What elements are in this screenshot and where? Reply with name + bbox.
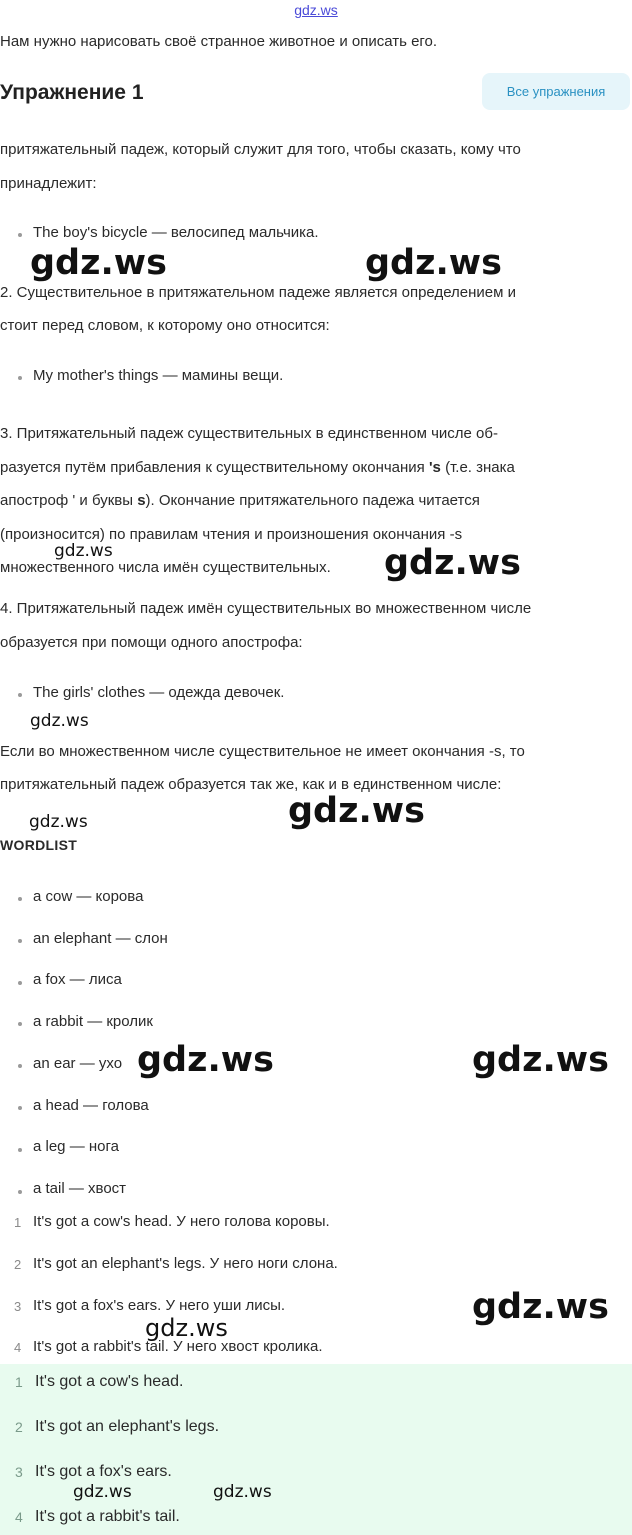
grammar-text-line: принадлежит: <box>0 175 97 192</box>
watermark: gdz.ws <box>472 1287 609 1327</box>
watermark: gdz.ws <box>73 1482 132 1502</box>
wordlist-item: a head — голова <box>33 1097 149 1114</box>
answer-number: 4 <box>15 1509 23 1525</box>
grammar-text-line: 2. Существительное в притяжательном падеже является определением и <box>0 284 516 301</box>
grammar-text-line: множественного числа имён существительных. <box>0 559 331 576</box>
answer-item: It's got a rabbit's tail. <box>35 1508 180 1525</box>
text-part: ). Окончание притяжательного падежа читается <box>145 492 480 509</box>
wordlist-item: a rabbit — кролик <box>33 1013 153 1030</box>
clipped-text-line <box>0 118 632 124</box>
answer-item: It's got a fox's ears. <box>35 1463 172 1480</box>
answer-number: 1 <box>15 1374 23 1390</box>
answer-item: It's got an elephant's legs. <box>35 1418 220 1435</box>
sentence-item: It's got a cow's head. У него голова коровы. <box>33 1213 330 1230</box>
watermark: gdz.ws <box>472 1040 609 1080</box>
bullet-dot <box>18 1022 22 1026</box>
exercise-title: Упражнение 1 <box>0 81 144 104</box>
sentence-number: 2 <box>14 1257 22 1272</box>
watermark: gdz.ws <box>365 243 502 283</box>
bullet-dot <box>18 1064 22 1068</box>
bullet-dot <box>18 981 22 985</box>
grammar-text-line <box>0 459 515 476</box>
wordlist-item: an elephant — слон <box>33 930 168 947</box>
bullet-dot <box>18 1190 22 1194</box>
example-item: The boy's bicycle — велосипед мальчика. <box>33 224 319 241</box>
answer-number: 2 <box>15 1419 23 1435</box>
example-item: The girls' clothes — одежда девочек. <box>33 684 285 701</box>
sentence-item: It's got a rabbit's tail. У него хвост кролика. <box>33 1338 323 1355</box>
all-exercises-button[interactable]: Все упражнения <box>482 73 630 110</box>
text-part: (т.е. знака <box>440 459 515 476</box>
sentence-number: 3 <box>14 1299 22 1314</box>
bullet-dot <box>18 693 22 697</box>
sentence-number: 4 <box>14 1340 22 1355</box>
grammar-text-line: 4. Притяжательный падеж имён существительных во множественном числе <box>0 600 532 617</box>
example-item: My mother's things — мамины вещи. <box>33 367 284 384</box>
watermark: gdz.ws <box>288 791 425 831</box>
wordlist-item: an ear — ухо <box>33 1055 123 1072</box>
watermark: gdz.ws <box>213 1482 272 1502</box>
watermark: gdz.ws <box>30 243 167 283</box>
wordlist-heading: WORDLIST <box>0 837 78 853</box>
text-part: разуется путём прибавления к существительному окончания <box>0 459 429 476</box>
grammar-text-line <box>0 492 480 509</box>
sentence-item: It's got an elephant's legs. У него ноги слона. <box>33 1255 338 1272</box>
watermark: gdz.ws <box>30 711 89 731</box>
intro-text: Нам нужно нарисовать своё странное животное и описать его. <box>0 33 438 50</box>
watermark: gdz.ws <box>54 541 113 561</box>
wordlist-item: a fox — лиса <box>33 971 122 988</box>
wordlist-item: a leg — нога <box>33 1138 119 1155</box>
grammar-text-line: притяжательный падеж, который служит для того, чтобы сказать, кому что <box>0 141 521 158</box>
top-watermark-link[interactable]: gdz.ws <box>294 2 338 18</box>
sentence-number: 1 <box>14 1215 22 1230</box>
watermark: gdz.ws <box>29 812 88 832</box>
sentence-item: It's got a fox's ears. У него уши лисы. <box>33 1297 286 1314</box>
text-part: апостроф ' и буквы <box>0 492 138 509</box>
grammar-text-line: Если во множественном числе существительное не имеет окончания -s, то <box>0 743 525 760</box>
watermark: gdz.ws <box>137 1040 274 1080</box>
answer-number: 3 <box>15 1464 23 1480</box>
grammar-text-line: образуется при помощи одного апострофа: <box>0 634 303 651</box>
grammar-text-line: притяжательный падеж образуется так же, как и в единственном числе: <box>0 776 502 793</box>
grammar-text-line: 3. Притяжательный падеж существительных в единственном числе об- <box>0 425 498 442</box>
bullet-dot <box>18 233 22 237</box>
grammar-text-line: стоит перед словом, к которому оно относится: <box>0 317 330 334</box>
bullet-dot <box>18 939 22 943</box>
ending-highlight: 's <box>428 459 441 476</box>
grammar-text-line: (произносится) по правилам чтения и произношения окончания -s <box>0 526 463 543</box>
bullet-dot <box>18 897 22 901</box>
watermark: gdz.ws <box>145 1314 228 1342</box>
bullet-dot <box>18 1148 22 1152</box>
bullet-dot <box>18 1106 22 1110</box>
wordlist-item: a tail — хвост <box>33 1180 127 1197</box>
bullet-dot <box>18 376 22 380</box>
answer-panel <box>0 1364 632 1535</box>
answer-item: It's got a cow's head. <box>35 1373 184 1390</box>
letter-highlight: s <box>137 492 146 509</box>
wordlist-item: a cow — корова <box>33 888 144 905</box>
watermark: gdz.ws <box>384 543 521 583</box>
